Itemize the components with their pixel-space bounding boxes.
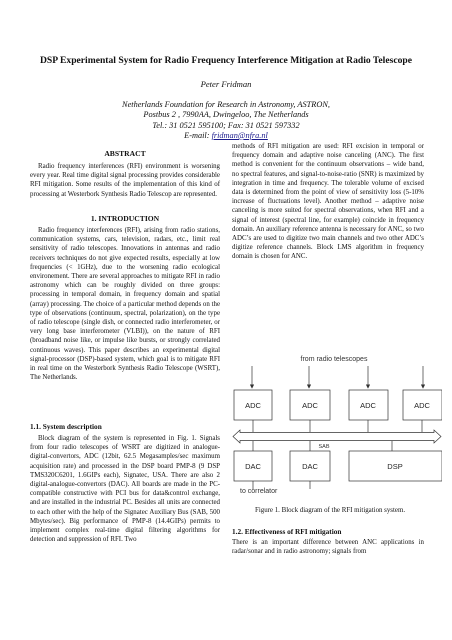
affiliation-line: Postbus 2 , 7990AA, Dwingeloo, The Netherlands [143, 110, 309, 120]
abstract-heading: ABSTRACT [104, 149, 146, 158]
affiliation-line: Tel.: 31 0521 595100; Fax: 31 0521 597332 [152, 120, 300, 130]
adc-label: ADC [360, 401, 376, 410]
abstract-body: Radio frequency interferences (RFI) environment is worsening every year. Real time digital signal processing provides considerable RFI mitigation. Some results of the implementation of this kind of processing at Westerbork Synthesis Radio Telescop are represented. [30, 163, 220, 198]
adc-label: ADC [245, 401, 261, 410]
adc-block [349, 390, 388, 420]
dac-label: DAC [302, 462, 318, 471]
input-arrows [252, 366, 423, 388]
sab-bus [233, 430, 441, 450]
email-link[interactable]: fridman@nfra.nl [211, 130, 268, 140]
paper-title: DSP Experimental System for Radio Frequency Interference Mitigation at Radio Telescope [40, 55, 412, 66]
system-description-body: Block diagram of the system is represented in Fig. 1. Signals from four radio telescopes of WSRT are digitized in analogue-digital-convertors, ADC (12bit, 62.5 Megasamples/sec maximum acquisition rate) and processed in the DSP board PMP-8 (9 DSP TMS320C6201, 1.6GIPs each), Signatec, USA. There are also 2 digital-analogue-convertors (DAC). All boards are made in the PC-compatible constructive with PCI bus for data&control exchange, and are installed in the industrial PC. Besides all units are connected to each other with the help of the Signatec Auxiliary Bus (SAB, 500 Mbytes/sec). Big performance of PMP-8 (14.4GIPs) permits to implement complex real-time digital filtering algorithms for detection and suppression of RFI. Two [30, 435, 220, 544]
system-description-text [30, 434, 220, 544]
introduction-text [30, 226, 220, 382]
introduction-body: Radio frequency interferences (RFI), arising from radio stations, communication systems, cars, television, radars, etc., limit real sensitivity of radio telescopes. Innovations in antennas and radio receivers techniques do not give expected results, especially at low frequencies (< 1GHz), due to the worsening radio ecological environement. There are several approaches to mitigate RFI in radio astronomy which can be roughly divided on three groups: processing in temporal domain, in frequency domain and spatial (array) processing. The choice of a particular method depends on the type of observations (continuum, spectral, polarization), on the type of radio telescope (single dish, or connected radio interferometer, or very long base interferometer (VLBI)), on the nature of RFI (broadband noise like, or impulse like bursts, or strongly correlated continuous waves). This paper describes an experimental digital signal-processor (DSP)-based system, which goal is to mitigate RFI in real time on the Westerbork Synthesis Radio Telescope (WSRT), The Netherlands. [30, 227, 220, 382]
email-line [0, 131, 452, 141]
effectiveness-text: There is an important difference between ANC applications in radar/sonar and in radio astronomy; signals from [232, 539, 424, 556]
dsp-label: DSP [387, 462, 403, 471]
dsp-block [349, 451, 442, 481]
from-radio-telescopes-label: from radio telescopes [300, 356, 368, 363]
methods-text: methods of RFI mitigation are used: RFI excision in temporal or frequency domain and adaptive noise canceling (ANC). The first method is convenient for the continuum observations – wide band, no spectral features, and signal-to-noise-ratio (SNR) is maximized by integration in time and frequency. The tolerable volume of excised data is determined from the point of view of sensitivity loss (5-10% increase of fluctuations level). Another method – adaptive noise canceling is more suited for spectral observations, when RFI and a signal of interest (spectral line, for example) coincide in frequency domain. An auxiliary reference antenna is necessary for ANC, so two ADC’s are used to digitize two main channels and two other ADC’s digitize reference channels. Block LMS algorithm in frequency domain is chosen for ANC. [232, 143, 424, 261]
introduction-heading: 1. INTRODUCTION [90, 214, 160, 223]
dac-block [290, 451, 330, 481]
figure-caption: Figure 1. Block diagram of the RFI mitigation system. [255, 507, 406, 514]
adc-block [403, 390, 442, 420]
author-name: Peter Fridman [200, 79, 252, 89]
adc-block [234, 390, 272, 420]
block-diagram [232, 350, 442, 496]
sab-label: SAB [318, 444, 330, 450]
to-correlator-label: to correlator [240, 488, 278, 495]
affiliation-line: Netherlands Foundation for Research in Astronomy, ASTRON, [122, 100, 330, 109]
adc-block [290, 390, 330, 420]
dac-block [234, 451, 272, 481]
abstract-text [30, 162, 220, 199]
adc-label: ADC [302, 401, 318, 410]
system-description-heading: 1.1. System description [30, 422, 102, 431]
adc-label: ADC [414, 401, 430, 410]
dac-label: DAC [245, 462, 261, 471]
effectiveness-heading: 1.2. Effectiveness of RFI mitigation [232, 527, 342, 536]
affiliation [0, 100, 452, 141]
email-label: E-mail: [184, 130, 212, 140]
